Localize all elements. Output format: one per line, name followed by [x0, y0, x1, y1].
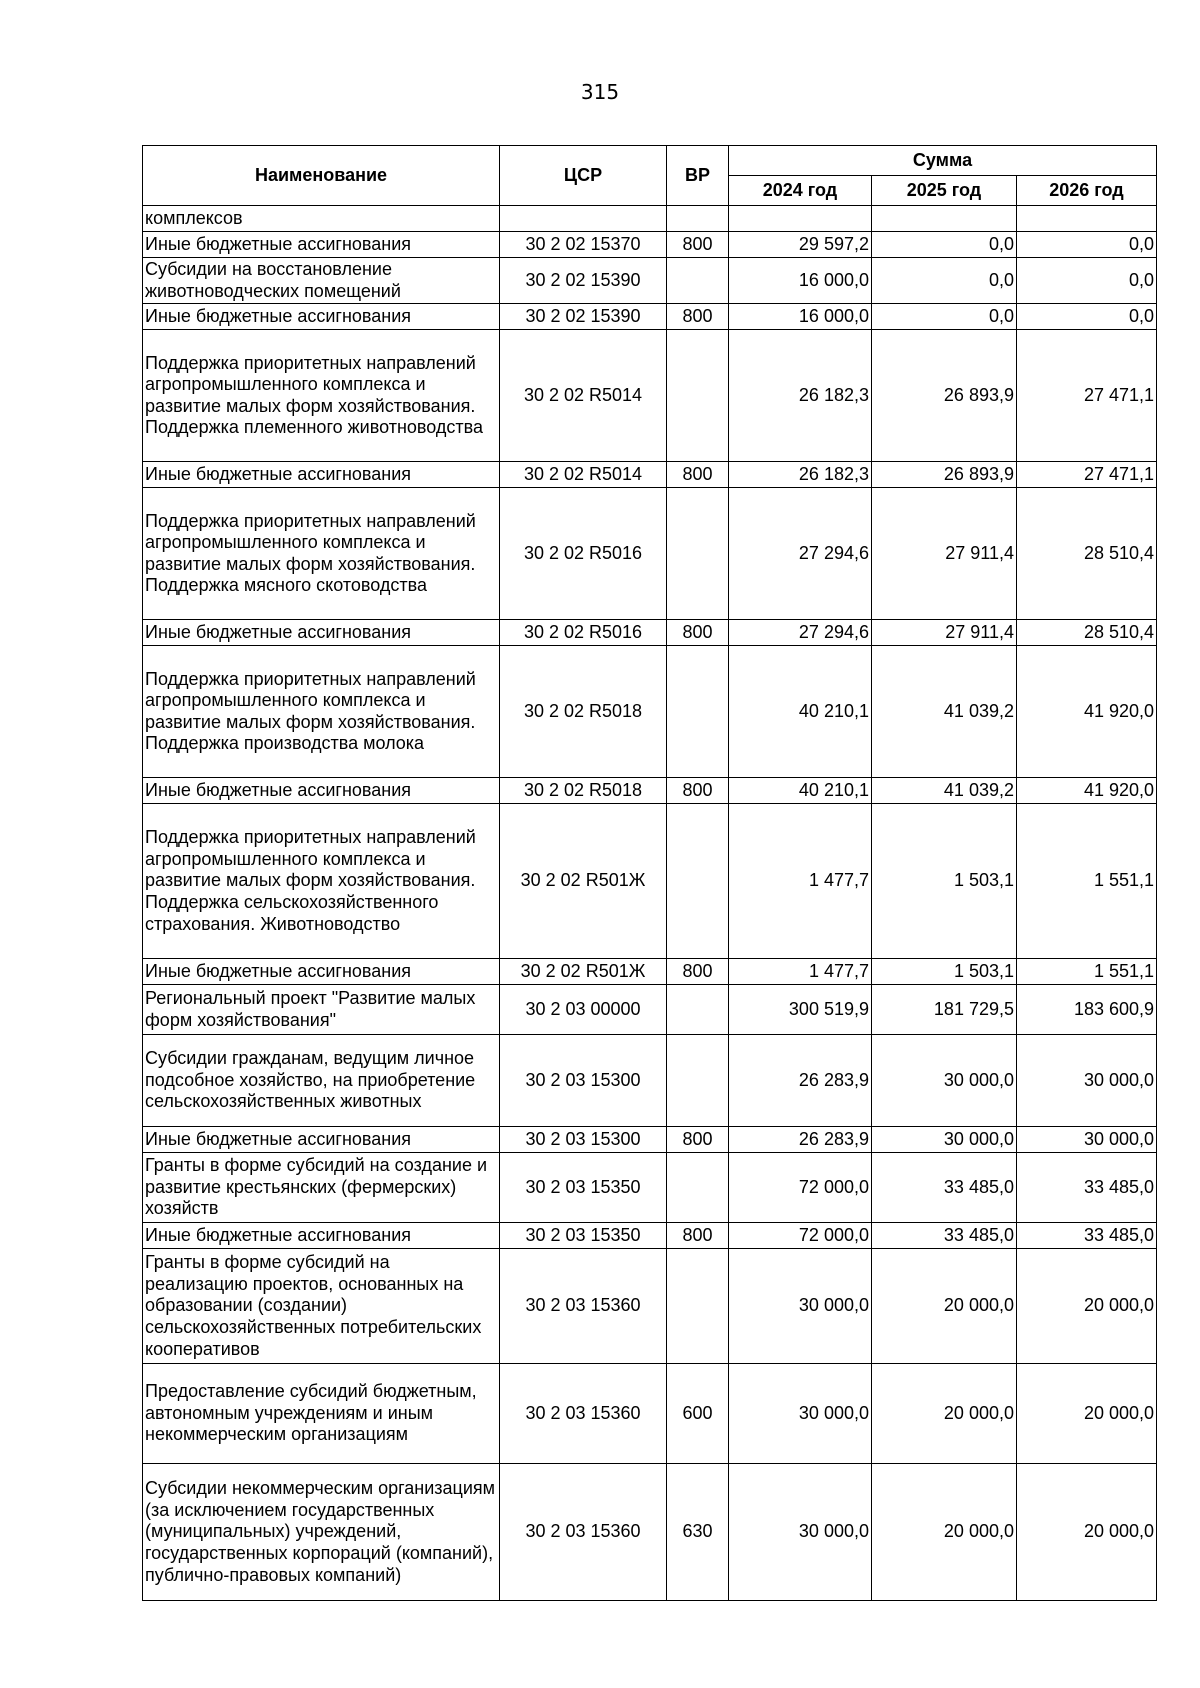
table-row	[143, 206, 1157, 232]
cell-name: Субсидии на восстановление животноводческих помещений	[143, 258, 500, 304]
cell-csr: 30 2 02 R5014	[500, 330, 667, 462]
cell-vr	[667, 646, 729, 778]
cell-2024: 1 477,7	[729, 804, 872, 959]
cell-csr: 30 2 02 R5014	[500, 462, 667, 488]
cell-2024: 72 000,0	[729, 1153, 872, 1223]
cell-2024: 26 283,9	[729, 1035, 872, 1127]
cell-csr: 30 2 03 15360	[500, 1464, 667, 1601]
cell-vr	[667, 206, 729, 232]
cell-2024: 300 519,9	[729, 985, 872, 1035]
cell-vr	[667, 488, 729, 620]
table-row	[143, 1127, 1157, 1153]
cell-2026: 27 471,1	[1017, 330, 1157, 462]
cell-2025: 181 729,5	[872, 985, 1017, 1035]
cell-vr: 800	[667, 232, 729, 258]
cell-2026: 33 485,0	[1017, 1223, 1157, 1249]
cell-csr: 30 2 03 15300	[500, 1035, 667, 1127]
cell-vr	[667, 1035, 729, 1127]
cell-2025: 20 000,0	[872, 1364, 1017, 1464]
table-row	[143, 462, 1157, 488]
cell-2026: 41 920,0	[1017, 646, 1157, 778]
cell-vr: 800	[667, 304, 729, 330]
header-vr: ВР	[667, 146, 729, 206]
cell-vr: 800	[667, 462, 729, 488]
cell-csr: 30 2 03 15360	[500, 1249, 667, 1364]
table-row	[143, 959, 1157, 985]
cell-2024: 40 210,1	[729, 646, 872, 778]
cell-name: комплексов	[143, 206, 500, 232]
table-row	[143, 1364, 1157, 1464]
cell-csr: 30 2 02 R501Ж	[500, 804, 667, 959]
table-row	[143, 804, 1157, 959]
cell-2026: 33 485,0	[1017, 1153, 1157, 1223]
header-2026: 2026 год	[1017, 176, 1157, 206]
cell-2026: 0,0	[1017, 258, 1157, 304]
cell-2026: 20 000,0	[1017, 1464, 1157, 1601]
cell-csr: 30 2 02 R5016	[500, 620, 667, 646]
cell-csr: 30 2 02 15390	[500, 258, 667, 304]
cell-vr: 630	[667, 1464, 729, 1601]
table-header	[143, 146, 1157, 206]
cell-2024: 26 182,3	[729, 330, 872, 462]
cell-2024: 16 000,0	[729, 304, 872, 330]
cell-2026	[1017, 206, 1157, 232]
cell-2025: 33 485,0	[872, 1153, 1017, 1223]
header-2025: 2025 год	[872, 176, 1017, 206]
table-row	[143, 646, 1157, 778]
cell-vr: 800	[667, 1127, 729, 1153]
table-row	[143, 1249, 1157, 1364]
table-row	[143, 330, 1157, 462]
cell-csr: 30 2 02 R5018	[500, 778, 667, 804]
table-row	[143, 620, 1157, 646]
cell-name: Гранты в форме субсидий на реализацию проектов, основанных на образовании (создании) сельскохозяйственных потребительских кооперативов	[143, 1249, 500, 1364]
cell-vr	[667, 330, 729, 462]
header-sum: Сумма	[729, 146, 1157, 176]
cell-name: Иные бюджетные ассигнования	[143, 959, 500, 985]
cell-2025: 41 039,2	[872, 778, 1017, 804]
cell-2024: 72 000,0	[729, 1223, 872, 1249]
cell-2026: 20 000,0	[1017, 1249, 1157, 1364]
cell-2025: 33 485,0	[872, 1223, 1017, 1249]
cell-2024: 16 000,0	[729, 258, 872, 304]
cell-2026: 41 920,0	[1017, 778, 1157, 804]
cell-2025: 26 893,9	[872, 462, 1017, 488]
cell-csr: 30 2 02 15370	[500, 232, 667, 258]
cell-name: Субсидии некоммерческим организациям (за исключением государственных (муниципальных) учреждений, государственных корпораций (компаний), публично-правовых компаний)	[143, 1464, 500, 1601]
cell-2026: 28 510,4	[1017, 620, 1157, 646]
table-row	[143, 488, 1157, 620]
cell-2026: 1 551,1	[1017, 959, 1157, 985]
cell-vr: 800	[667, 1223, 729, 1249]
table-row	[143, 1464, 1157, 1601]
cell-2025: 30 000,0	[872, 1127, 1017, 1153]
cell-name: Региональный проект "Развитие малых форм хозяйствования"	[143, 985, 500, 1035]
cell-name: Иные бюджетные ассигнования	[143, 620, 500, 646]
cell-csr: 30 2 03 15350	[500, 1223, 667, 1249]
cell-2024: 30 000,0	[729, 1364, 872, 1464]
cell-2025: 26 893,9	[872, 330, 1017, 462]
cell-2024: 40 210,1	[729, 778, 872, 804]
cell-2024: 26 182,3	[729, 462, 872, 488]
cell-2026: 30 000,0	[1017, 1127, 1157, 1153]
cell-name: Иные бюджетные ассигнования	[143, 304, 500, 330]
cell-2025	[872, 206, 1017, 232]
table-row	[143, 232, 1157, 258]
cell-2025: 1 503,1	[872, 959, 1017, 985]
page-number: 315	[580, 80, 620, 104]
cell-2026: 0,0	[1017, 232, 1157, 258]
cell-vr: 800	[667, 620, 729, 646]
cell-name: Иные бюджетные ассигнования	[143, 778, 500, 804]
cell-2025: 41 039,2	[872, 646, 1017, 778]
cell-csr: 30 2 03 15350	[500, 1153, 667, 1223]
cell-vr	[667, 1249, 729, 1364]
cell-name: Поддержка приоритетных направлений агропромышленного комплекса и развитие малых форм хозяйствования. Поддержка племенного животноводства	[143, 330, 500, 462]
table-row	[143, 304, 1157, 330]
cell-vr	[667, 1153, 729, 1223]
cell-2024: 30 000,0	[729, 1464, 872, 1601]
cell-2025: 20 000,0	[872, 1464, 1017, 1601]
table-row	[143, 778, 1157, 804]
cell-vr: 600	[667, 1364, 729, 1464]
cell-name: Гранты в форме субсидий на создание и развитие крестьянских (фермерских) хозяйств	[143, 1153, 500, 1223]
table-row	[143, 1035, 1157, 1127]
cell-2026: 27 471,1	[1017, 462, 1157, 488]
cell-2024: 1 477,7	[729, 959, 872, 985]
cell-name: Иные бюджетные ассигнования	[143, 1223, 500, 1249]
cell-2026: 20 000,0	[1017, 1364, 1157, 1464]
cell-vr	[667, 804, 729, 959]
cell-csr	[500, 206, 667, 232]
cell-vr	[667, 985, 729, 1035]
table-row	[143, 1223, 1157, 1249]
cell-2025: 0,0	[872, 232, 1017, 258]
cell-csr: 30 2 03 15360	[500, 1364, 667, 1464]
cell-name: Поддержка приоритетных направлений агропромышленного комплекса и развитие малых форм хозяйствования. Поддержка сельскохозяйственного страхования. Животноводство	[143, 804, 500, 959]
cell-2025: 27 911,4	[872, 620, 1017, 646]
cell-csr: 30 2 03 15300	[500, 1127, 667, 1153]
cell-2024: 27 294,6	[729, 620, 872, 646]
cell-2025: 27 911,4	[872, 488, 1017, 620]
header-name: Наименование	[143, 146, 500, 206]
cell-2025: 30 000,0	[872, 1035, 1017, 1127]
cell-2026: 28 510,4	[1017, 488, 1157, 620]
cell-vr: 800	[667, 778, 729, 804]
cell-vr: 800	[667, 959, 729, 985]
header-2024: 2024 год	[729, 176, 872, 206]
cell-name: Субсидии гражданам, ведущим личное подсобное хозяйство, на приобретение сельскохозяйственных животных	[143, 1035, 500, 1127]
cell-2024: 26 283,9	[729, 1127, 872, 1153]
cell-2024: 29 597,2	[729, 232, 872, 258]
budget-table	[142, 145, 1157, 1601]
table-body	[143, 206, 1157, 1601]
cell-name: Иные бюджетные ассигнования	[143, 1127, 500, 1153]
cell-csr: 30 2 02 R501Ж	[500, 959, 667, 985]
cell-2024: 27 294,6	[729, 488, 872, 620]
cell-2026: 1 551,1	[1017, 804, 1157, 959]
cell-name: Иные бюджетные ассигнования	[143, 462, 500, 488]
cell-2024	[729, 206, 872, 232]
table-row	[143, 258, 1157, 304]
cell-name: Поддержка приоритетных направлений агропромышленного комплекса и развитие малых форм хозяйствования. Поддержка мясного скотоводства	[143, 488, 500, 620]
cell-2026: 183 600,9	[1017, 985, 1157, 1035]
cell-2026: 0,0	[1017, 304, 1157, 330]
cell-2026: 30 000,0	[1017, 1035, 1157, 1127]
cell-name: Иные бюджетные ассигнования	[143, 232, 500, 258]
cell-csr: 30 2 03 00000	[500, 985, 667, 1035]
table-row	[143, 985, 1157, 1035]
cell-name: Предоставление субсидий бюджетным, автономным учреждениям и иным некоммерческим организациям	[143, 1364, 500, 1464]
cell-2025: 1 503,1	[872, 804, 1017, 959]
cell-2025: 0,0	[872, 258, 1017, 304]
cell-csr: 30 2 02 R5018	[500, 646, 667, 778]
cell-vr	[667, 258, 729, 304]
cell-2024: 30 000,0	[729, 1249, 872, 1364]
cell-csr: 30 2 02 R5016	[500, 488, 667, 620]
header-csr: ЦСР	[500, 146, 667, 206]
cell-csr: 30 2 02 15390	[500, 304, 667, 330]
cell-2025: 0,0	[872, 304, 1017, 330]
cell-name: Поддержка приоритетных направлений агропромышленного комплекса и развитие малых форм хозяйствования. Поддержка производства молока	[143, 646, 500, 778]
cell-2025: 20 000,0	[872, 1249, 1017, 1364]
table-row	[143, 1153, 1157, 1223]
